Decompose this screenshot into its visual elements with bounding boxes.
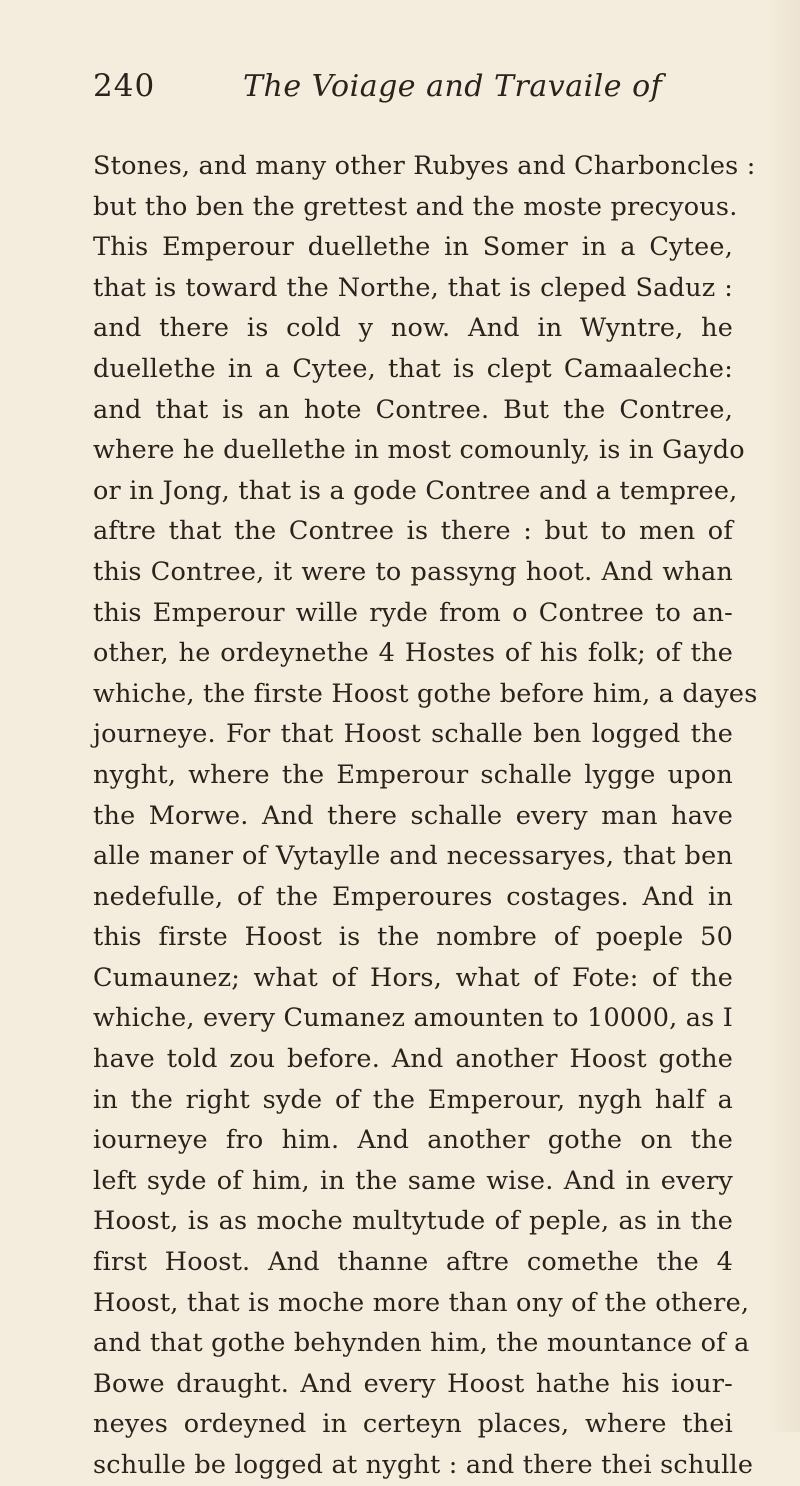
text-line: the Morwe. And there schalle every man have (93, 800, 733, 831)
text-line: and that is an hote Contree. But the Contree, (93, 394, 733, 425)
text-line: neyes ordeyned in certeyn places, where thei (93, 1409, 733, 1440)
text-line: and there is cold y now. And in Wyntre, he (93, 313, 733, 344)
text-line: this firste Hoost is the nombre of poeple 50 (93, 922, 733, 953)
text-line: that is toward the Northe, that is cleped Saduz : (93, 272, 733, 303)
page-number: 240 (93, 68, 156, 104)
running-head (93, 68, 733, 118)
text-line: this Contree, it were to passyng hoot. And whan (93, 556, 733, 587)
text-line: iourneye fro him. And another gothe on the (93, 1125, 733, 1156)
text-line: other, he ordeynethe 4 Hostes of his folk; of the (93, 638, 733, 669)
text-line: or in Jong, that is a gode Contree and a tempree, (93, 475, 738, 506)
text-line: have told zou before. And another Hoost gothe (93, 1044, 733, 1075)
text-line: and that gothe behynden him, the mountance of a (93, 1328, 750, 1359)
running-title: The Voiage and Travaile of (243, 69, 663, 104)
text-line: left syde of him, in the same wise. And in every (93, 1165, 733, 1196)
text-line: This Emperour duellethe in Somer in a Cytee, (93, 232, 733, 263)
text-line: whiche, the firste Hoost gothe before him, a dayes (93, 678, 758, 709)
text-line: Hoost, is as moche multytude of peple, as in the (93, 1206, 733, 1237)
body-text (93, 146, 758, 1486)
text-line: schulle be logged at nyght : and there thei schulle (93, 1450, 754, 1480)
text-line: where he duellethe in most comounly, is in Gaydo (93, 435, 745, 466)
text-line: journeye. For that Hoost schalle ben logged the (93, 719, 733, 750)
text-line: Bowe draught. And every Hoost hathe his iour- (93, 1368, 733, 1399)
text-line: first Hoost. And thanne aftre comethe the 4 (93, 1247, 733, 1278)
text-line: nyght, where the Emperour schalle lygge upon (93, 759, 733, 790)
text-line: Hoost, that is moche more than ony of the othere, (93, 1287, 750, 1318)
text-line: but tho ben the grettest and the moste precyous. (93, 191, 738, 222)
text-line: aftre that the Contree is there : but to men of (93, 516, 733, 547)
text-line: Stones, and many other Rubyes and Charboncles : (93, 151, 756, 181)
text-line: in the right syde of the Emperour, nygh half a (93, 1084, 733, 1115)
text-line: whiche, every Cumanez amounten to 10000, as I (93, 1003, 734, 1034)
text-line: nedefulle, of the Emperoures costages. And in (93, 881, 733, 912)
text-line: alle maner of Vytaylle and necessaryes, that ben (93, 841, 733, 872)
text-line: this Emperour wille ryde from o Contree to an- (93, 597, 733, 628)
text-line: Cumaunez; what of Hors, what of Fote: of the (93, 962, 733, 993)
text-line: duellethe in a Cytee, that is clept Camaaleche: (93, 353, 733, 384)
